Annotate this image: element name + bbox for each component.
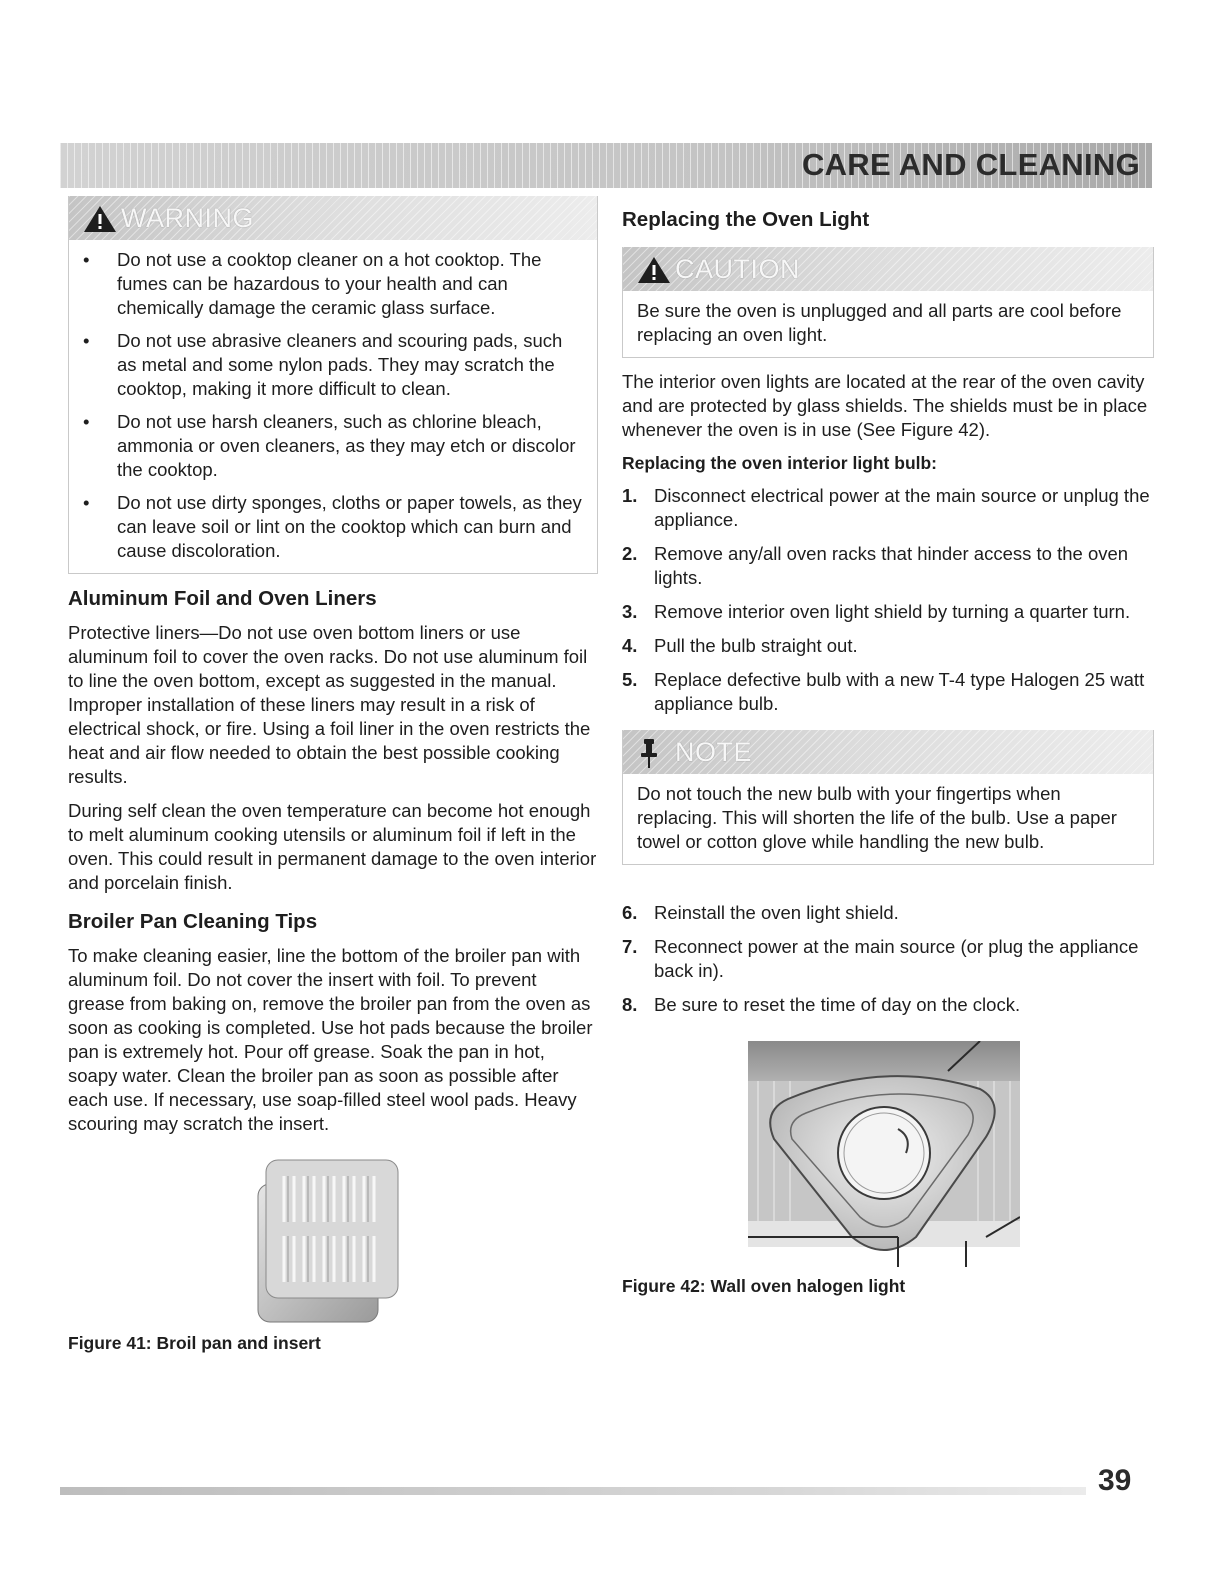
pushpin-icon [635, 737, 665, 769]
steps-list-b [622, 901, 1154, 1017]
caution-label: CAUTION [675, 254, 800, 284]
step-text: Replace defective bulb with a new T-4 type Halogen 25 watt appliance bulb. [654, 669, 1145, 714]
note-box [622, 730, 1154, 865]
note-label: NOTE [675, 737, 753, 767]
caution-header [623, 247, 1153, 291]
warning-header [69, 196, 597, 240]
warning-item: • Do not use abrasive cleaners and scouring pads, such as metal and some nylon pads. They may scratch the cooktop, making it more difficult to clean. [83, 329, 585, 401]
step-item [622, 993, 1154, 1017]
footer-band [60, 1487, 1086, 1495]
aluminum-heading: Aluminum Foil and Oven Liners [68, 587, 377, 610]
section-title: CARE AND CLEANING [801, 147, 1140, 182]
right-column [622, 207, 1154, 1297]
aluminum-paragraph-1: Protective liners—Do not use oven bottom liners or use aluminum foil to cover the oven racks. Do not use aluminum foil to line the oven bottom, except as suggested in the manual. Improper installation of these liners may result in a risk of electrical shock, or fire. Using a foil liner in the oven restricts the heat and air flow needed to obtain the best possible cooking results. [68, 622, 591, 787]
step-number: 5. [622, 669, 638, 690]
note-header [623, 730, 1153, 774]
warning-item: • Do not use a cooktop cleaner on a hot cooktop. The fumes can be hazardous to your health and can chemically damage the ceramic glass surface. [83, 248, 585, 320]
step-text: Pull the bulb straight out. [654, 635, 858, 656]
broil-pan-figure [254, 1156, 404, 1326]
oven-light-intro: The interior oven lights are located at the rear of the oven cavity and are protected by glass shields. The shields must be in place whenever the oven is in use (See Figure 42). [622, 371, 1148, 440]
step-number: 1. [622, 485, 638, 506]
step-text: Reinstall the oven light shield. [654, 902, 899, 923]
step-text: Remove interior oven light shield by turning a quarter turn. [654, 601, 1131, 622]
caution-text: Be sure the oven is unplugged and all parts are cool before replacing an oven light. [637, 300, 1122, 345]
step-text: Reconnect power at the main source (or plug the appliance back in). [654, 936, 1139, 981]
note-text: Do not touch the new bulb with your fingertips when replacing. This will shorten the life of the bulb. Use a paper towel or cotton glove while handling the new bulb. [637, 783, 1117, 852]
warning-item: • Do not use dirty sponges, cloths or paper towels, as they can leave soil or lint on the cooktop which can burn and cause discoloration. [83, 491, 585, 563]
figure-42-caption: Figure 42: Wall oven halogen light [622, 1276, 906, 1296]
warning-item: • Do not use harsh cleaners, such as chlorine bleach, ammonia or oven cleaners, as they may etch or discolor the cooktop. [83, 410, 585, 482]
steps-list-a [622, 484, 1154, 716]
note-body [623, 774, 1153, 864]
caution-box [622, 247, 1154, 358]
warning-triangle-icon [637, 255, 671, 285]
step-number: 8. [622, 994, 638, 1015]
broiler-paragraph: To make cleaning easier, line the bottom of the broiler pan with aluminum foil. Do not cover the insert with foil. To prevent grease from baking on, remove the broiler pan from the oven as soon as cooking is completed. Use hot pads because the broiler pan is extremely hot. Pour off grease. Soak the pan in hot, soapy water. Clean the broiler pan as soon as possible after each use. If necessary, use soap-filled steel wool pads. Heavy scouring may scratch the insert. [68, 945, 593, 1134]
step-number: 4. [622, 635, 638, 656]
warning-triangle-icon [83, 204, 117, 234]
step-item [622, 484, 1154, 532]
warning-list [83, 248, 585, 563]
warning-label: WARNING [121, 203, 254, 233]
step-item [622, 542, 1154, 590]
broiler-heading: Broiler Pan Cleaning Tips [68, 910, 318, 933]
step-number: 2. [622, 543, 638, 564]
warning-body [69, 240, 597, 573]
figure-41-caption: Figure 41: Broil pan and insert [68, 1333, 321, 1353]
step-item [622, 634, 1154, 658]
step-text: Disconnect electrical power at the main source or unplug the appliance. [654, 485, 1150, 530]
section-header-band [60, 143, 1152, 188]
caution-body [623, 291, 1153, 357]
step-number: 3. [622, 601, 638, 622]
step-number: 6. [622, 902, 638, 923]
warning-box [68, 196, 598, 574]
aluminum-paragraph-2: During self clean the oven temperature can become hot enough to melt aluminum cooking utensils or aluminum foil if left in the oven. This could result in permanent damage to the oven interior and porcelain finish. [68, 800, 597, 893]
step-text: Be sure to reset the time of day on the clock. [654, 994, 1021, 1015]
page-number: 39 [1098, 1464, 1132, 1497]
oven-light-figure [748, 1041, 1020, 1267]
oven-light-heading: Replacing the Oven Light [622, 208, 870, 231]
bulb-subheading: Replacing the oven interior light bulb: [622, 453, 938, 473]
step-item [622, 600, 1154, 624]
step-text: Remove any/all oven racks that hinder access to the oven lights. [654, 543, 1129, 588]
step-item [622, 935, 1154, 983]
step-item [622, 668, 1154, 716]
step-item [622, 901, 1154, 925]
left-column [68, 196, 598, 1354]
step-number: 7. [622, 936, 638, 957]
